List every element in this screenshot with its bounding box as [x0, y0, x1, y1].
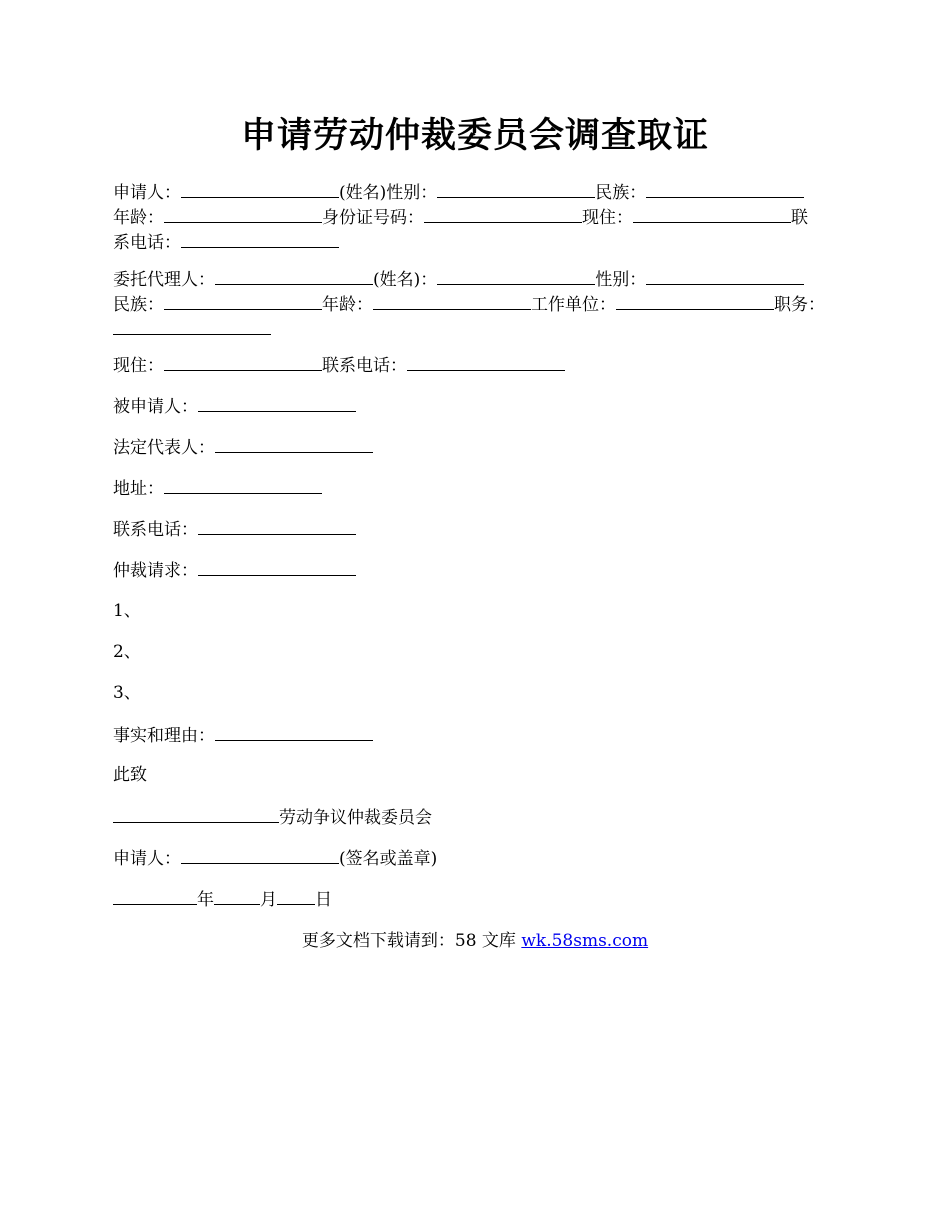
claim-item-1: 1、 — [113, 601, 141, 621]
agent-age-label: 年龄： — [322, 295, 373, 315]
signature-label: 申请人： — [113, 849, 181, 869]
signature-blank — [181, 846, 339, 864]
address-label: 地址： — [113, 479, 164, 499]
document-title: 申请劳动仲裁委员会调查取证 — [240, 115, 709, 156]
signature-line — [113, 846, 843, 871]
facts-line — [113, 723, 843, 748]
applicant-phone-blank — [181, 230, 339, 248]
applicant-label: 申请人： — [113, 183, 181, 203]
phone-line — [113, 517, 843, 542]
phone-label: 联系电话： — [113, 520, 198, 540]
agent-workplace-label: 工作单位： — [531, 295, 616, 315]
committee-label: 劳动争议仲裁委员会 — [279, 808, 432, 828]
signature-hint: (签名或盖章) — [339, 849, 438, 869]
legal-rep-line — [113, 435, 843, 460]
day-blank — [277, 887, 315, 905]
agent-position-blank — [113, 317, 271, 335]
applicant-phone-label-1: 联 — [791, 208, 808, 228]
claim-item-3: 3、 — [113, 683, 141, 703]
year-label: 年 — [197, 890, 214, 910]
applicant-gender-label: 性别： — [386, 183, 438, 203]
agent-name-value-blank — [437, 267, 595, 285]
year-blank — [113, 887, 197, 905]
facts-blank — [215, 723, 373, 741]
footer-link[interactable]: wk.58sms.com — [521, 931, 649, 951]
applicant-ethnicity-blank — [646, 180, 804, 198]
month-label: 月 — [260, 890, 277, 910]
day-label: 日 — [315, 890, 332, 910]
agent-gender-label: 性别： — [595, 270, 647, 290]
agent-ethnicity-label: 民族： — [113, 295, 164, 315]
agent-age-blank — [373, 292, 531, 310]
legal-rep-label: 法定代表人： — [113, 438, 215, 458]
applicant-address-label: 现住： — [582, 208, 633, 228]
footer — [0, 930, 950, 953]
applicant-name-blank — [181, 180, 339, 198]
legal-rep-blank — [215, 435, 373, 453]
agent-position-label: 职务： — [774, 295, 825, 315]
agent-name-hint: (姓名)： — [373, 270, 438, 290]
applicant-age-blank — [164, 205, 322, 223]
committee-blank — [113, 805, 279, 823]
claims-label: 仲裁请求： — [113, 561, 198, 581]
month-blank — [214, 887, 260, 905]
facts-label: 事实和理由： — [113, 726, 215, 746]
applicant-name-hint: (姓名) — [339, 183, 387, 203]
respondent-line — [113, 394, 843, 419]
agent-label: 委托代理人： — [113, 270, 215, 290]
claims-blank — [198, 558, 356, 576]
respondent-label: 被申请人： — [113, 397, 198, 417]
phone-blank — [198, 517, 356, 535]
agent-workplace-blank — [616, 292, 774, 310]
agent-phone-blank — [407, 353, 565, 371]
claims-line — [113, 558, 843, 583]
applicant-address-blank — [633, 205, 791, 223]
agent-address-label: 现住： — [113, 356, 164, 376]
date-line — [113, 887, 843, 912]
applicant-phone-label-2: 系电话： — [113, 233, 181, 253]
applicant-gender-blank — [437, 180, 595, 198]
footer-text: 更多文档下载请到：58 文库 — [301, 931, 522, 951]
applicant-section — [113, 180, 843, 255]
applicant-id-label: 身份证号码： — [322, 208, 424, 228]
agent-gender-blank — [646, 267, 804, 285]
claim-item-2: 2、 — [113, 642, 141, 662]
agent-address-blank — [164, 353, 322, 371]
agent-ethnicity-blank — [164, 292, 322, 310]
address-line — [113, 476, 843, 501]
applicant-age-label: 年龄： — [113, 208, 164, 228]
committee-line — [113, 805, 843, 830]
address-blank — [164, 476, 322, 494]
agent-name-blank — [215, 267, 373, 285]
salutation: 此致 — [113, 765, 147, 785]
agent-phone-label: 联系电话： — [322, 356, 407, 376]
applicant-id-blank — [424, 205, 582, 223]
agent-contact-line — [113, 353, 843, 378]
agent-section — [113, 267, 843, 342]
respondent-blank — [198, 394, 356, 412]
applicant-ethnicity-label: 民族： — [595, 183, 647, 203]
